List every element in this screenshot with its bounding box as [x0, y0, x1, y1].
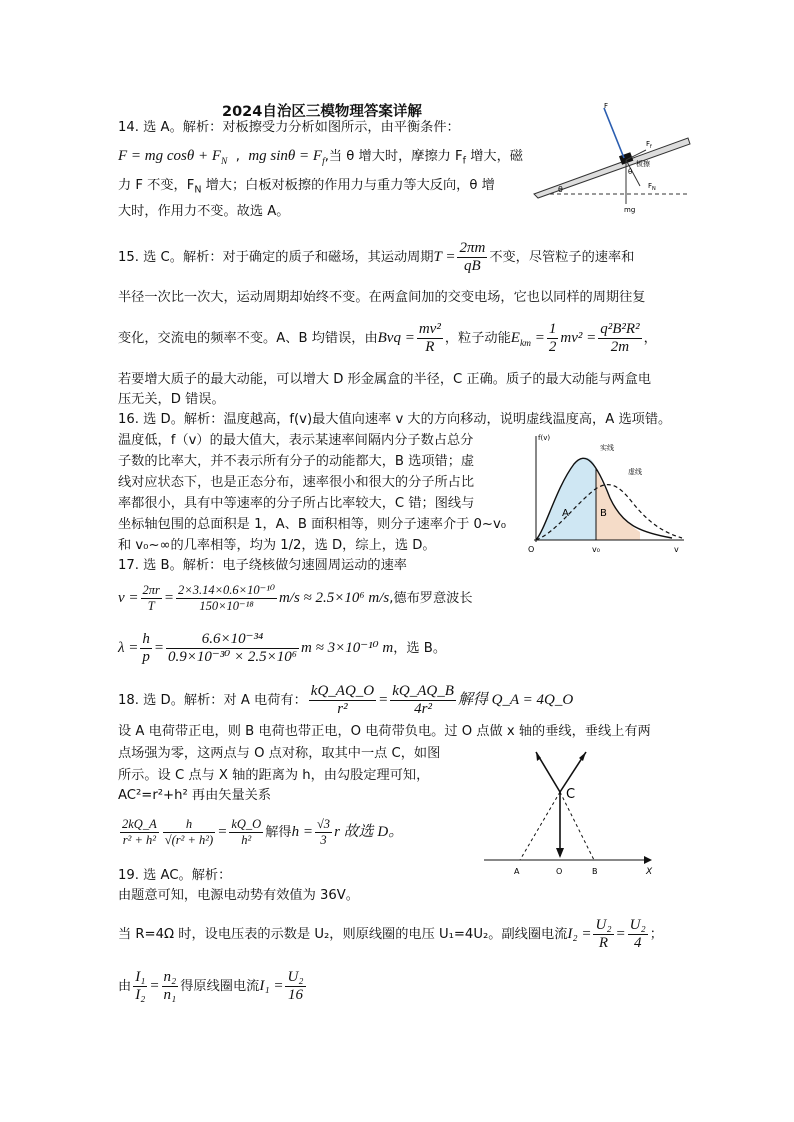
q16-label-fv: f(v): [538, 434, 551, 442]
q18-line5: AC²=r²+h² 再由矢量关系: [118, 788, 272, 803]
q14-label-mg: mg: [624, 206, 636, 214]
q18-EO-head: [556, 848, 564, 858]
q18-label-X: X: [646, 867, 653, 877]
q18-EA-head: [579, 752, 586, 761]
q19-line1: 19. 选 AC。解析：: [118, 868, 232, 883]
q17-velocity-eq: v = $\frac{2\pi r}{T}$ = $\frac{\text{2×3.14×0.6×10⁻¹⁰}}{\text{150×10⁻¹⁸}}$ m/s ≈ 2.5×10⁶ m/s,德布罗意波长: [118, 582, 473, 613]
q19-line3: 当 R=4Ω 时，设电压表的示数是 U₂，则原线圈的电压 U₁=4U₂。副线圈电流I₂ = $\frac{\text{U₂}}{R}$ = $\frac{\text{U₂}}{4}$ ；: [118, 916, 663, 951]
q18-BC-dashed: [560, 792, 594, 860]
q16-area-A: [536, 458, 596, 540]
q16-area-B: [596, 468, 640, 540]
q15-force-fraction: $\frac{\text{mv²}}{R}$: [418, 320, 441, 355]
q19-line2: 由题意可知，电源电动势有效值为 36V。: [118, 888, 359, 903]
q16-line7: 和 v₀~∞的几率相等，均为 1/2，选 D，综上，选 D。: [118, 538, 436, 553]
q16-label-v0: v₀: [592, 545, 600, 554]
q14-label-Ff: $F_f$: [646, 140, 652, 150]
q14-line2: F = mg $\cos\theta + F_N$ , mg $\sin\theta = F_f$,当 θ 增大时，摩擦力 $F_f$ 增大，磁: [118, 148, 523, 167]
q15-line2: 半径一次比一次大，运动周期却始终不变。在两盒间加的交变电场，它也以同样的周期往复: [118, 290, 646, 305]
q15-line4: 若要增大质子的最大动能，可以增大 D 形金属盒的半径，C 正确。质子的最大动能与两盒电: [118, 372, 652, 387]
q15-line3: 变化，交流电的频率不变。A、B 均错误，由Bvq = $\frac{\text{mv²}}{R}$ ，粒子动能$E_{km}$ = $\frac{1}{2}$ mv² = $\frac{\text{q²B²R²}}{2m}$ ，: [118, 320, 657, 355]
q16-label-dashed: 虚线: [628, 468, 642, 476]
q15-line1: 15. 选 C。解析：对于确定的质子和磁场，其运动周期T = $\frac{2\pi m}{qB}$ 不变，尽管粒子的速率和: [118, 239, 635, 274]
q18-AC-dashed: [520, 792, 560, 860]
q18-x-axis-arrow: [644, 856, 652, 864]
q14-line1: 14. 选 A。解析：对板擦受力分析如图所示，由平衡条件：: [118, 120, 460, 135]
q16-line5: 率都很小，具有中等速率的分子所占比率较大，C 错；图线与: [118, 496, 475, 511]
q18-line2: 设 A 电荷带正电，则 B 电荷也带正电，O 电荷带负电。过 O 点做 x 轴的垂线，垂线上有两: [118, 724, 651, 739]
q16-line1: 16. 选 D。解析：温度越高，f(v)最大值向速率 v 大的方向移动，说明虚线温度高，A 选项错。: [118, 412, 672, 427]
q14-line3: 力 F 不变，$F_N$ 增大；白板对板擦的作用力与重力等大反向，θ 增: [118, 178, 495, 196]
q18-label-C: C: [566, 787, 576, 802]
q18-line3: 点场强为零，这两点与 O 点对称，取其中一点 C，如图: [118, 746, 441, 761]
q15-line5: 压无关，D 错误。: [118, 392, 225, 407]
q14-eq2: mg $\sin\theta = F_f$: [248, 148, 325, 167]
q19-line4: 由 $\frac{\text{I₁}}{\text{I₂}}$ = $\frac{\text{n₂}}{\text{n₁}}$ 得原线圈电流I₁ = $\frac{\text{U₂}}{16}$: [118, 968, 304, 1003]
q18-vector-eq: $\frac{2kQ\_A}{\text{r² + h²}}$ $\frac{h}{\text{√(r² + h²)}}$ = $\frac{kQ\_O}{\text{h²}}$ 解得h = $\frac{√3}{3}$ r 故选 D。: [122, 816, 404, 847]
q16-distribution-graph: [522, 428, 692, 556]
q16-label-solid: 实线: [600, 444, 614, 452]
q18-line4: 所示。设 C 点与 X 轴的距离为 h，由勾股定理可知，: [118, 768, 430, 783]
q16-label-B: B: [600, 508, 607, 519]
q16-label-v: v: [674, 545, 679, 554]
q16-label-A: A: [562, 508, 569, 519]
page-title: 2024自治区三模物理答案详解: [222, 104, 422, 120]
q15-period-fraction: $\frac{2\pi m}{qB}$: [459, 239, 486, 274]
q14-label-theta1: θ: [558, 185, 563, 194]
q16-line6: 坐标轴包围的总面积是 1，A、B 面积相等，则分子速率介于 0~v₀: [118, 517, 507, 532]
q16-line2: 温度低，f（v）的最大值大，表示某速率间隔内分子数占总分: [118, 433, 474, 448]
q16-line3: 子数的比率大，并不表示所有分子的动能都大，B 选项错；虚: [118, 454, 475, 469]
q14-force-diagram: [528, 98, 698, 218]
q14-label-eraser: 板擦: [636, 160, 650, 168]
q14-label-theta2: θ: [628, 168, 633, 176]
q14-eq1: F = mg $\cos\theta + F_N$: [118, 148, 228, 167]
q18-label-B: B: [592, 867, 598, 876]
q14-label-FN: $F_N$: [648, 182, 656, 192]
q14-F-arrow: [604, 108, 624, 158]
q18-label-A: A: [514, 867, 520, 876]
q15-energy-fraction: $\frac{\text{q²B²R²}}{2m}$: [600, 320, 640, 355]
q15-half-fraction: $\frac{1}{2}$: [548, 320, 557, 355]
q18-charge-diagram: [482, 748, 662, 880]
q17-wavelength-eq: λ = $\frac{h}{p}$ = $\frac{\text{6.6×10⁻³⁴}}{\text{0.9×10⁻³⁰ × 2.5×10⁶}}$ m ≈ 3×10⁻¹⁰ m，选 B。: [118, 630, 447, 665]
q14-line4: 大时，作用力不变。故选 A。: [118, 204, 290, 219]
q18-label-O: O: [556, 867, 563, 876]
q14-label-F: F: [604, 102, 609, 110]
q16-line4: 线对应状态下，也是正态分布，速率很小和很大的分子所占比: [118, 475, 475, 490]
q17-line1: 17. 选 B。解析：电子绕核做匀速圆周运动的速率: [118, 558, 407, 573]
q18-line1: 18. 选 D。解析：对 A 电荷有： $\frac{kQ\_AQ\_O}{\text{r²}}$ = $\frac{kQ\_AQ\_B}{\text{4r²}}$ 解得 Q_A = 4Q_O: [118, 682, 574, 717]
q16-label-O: O: [528, 545, 535, 554]
